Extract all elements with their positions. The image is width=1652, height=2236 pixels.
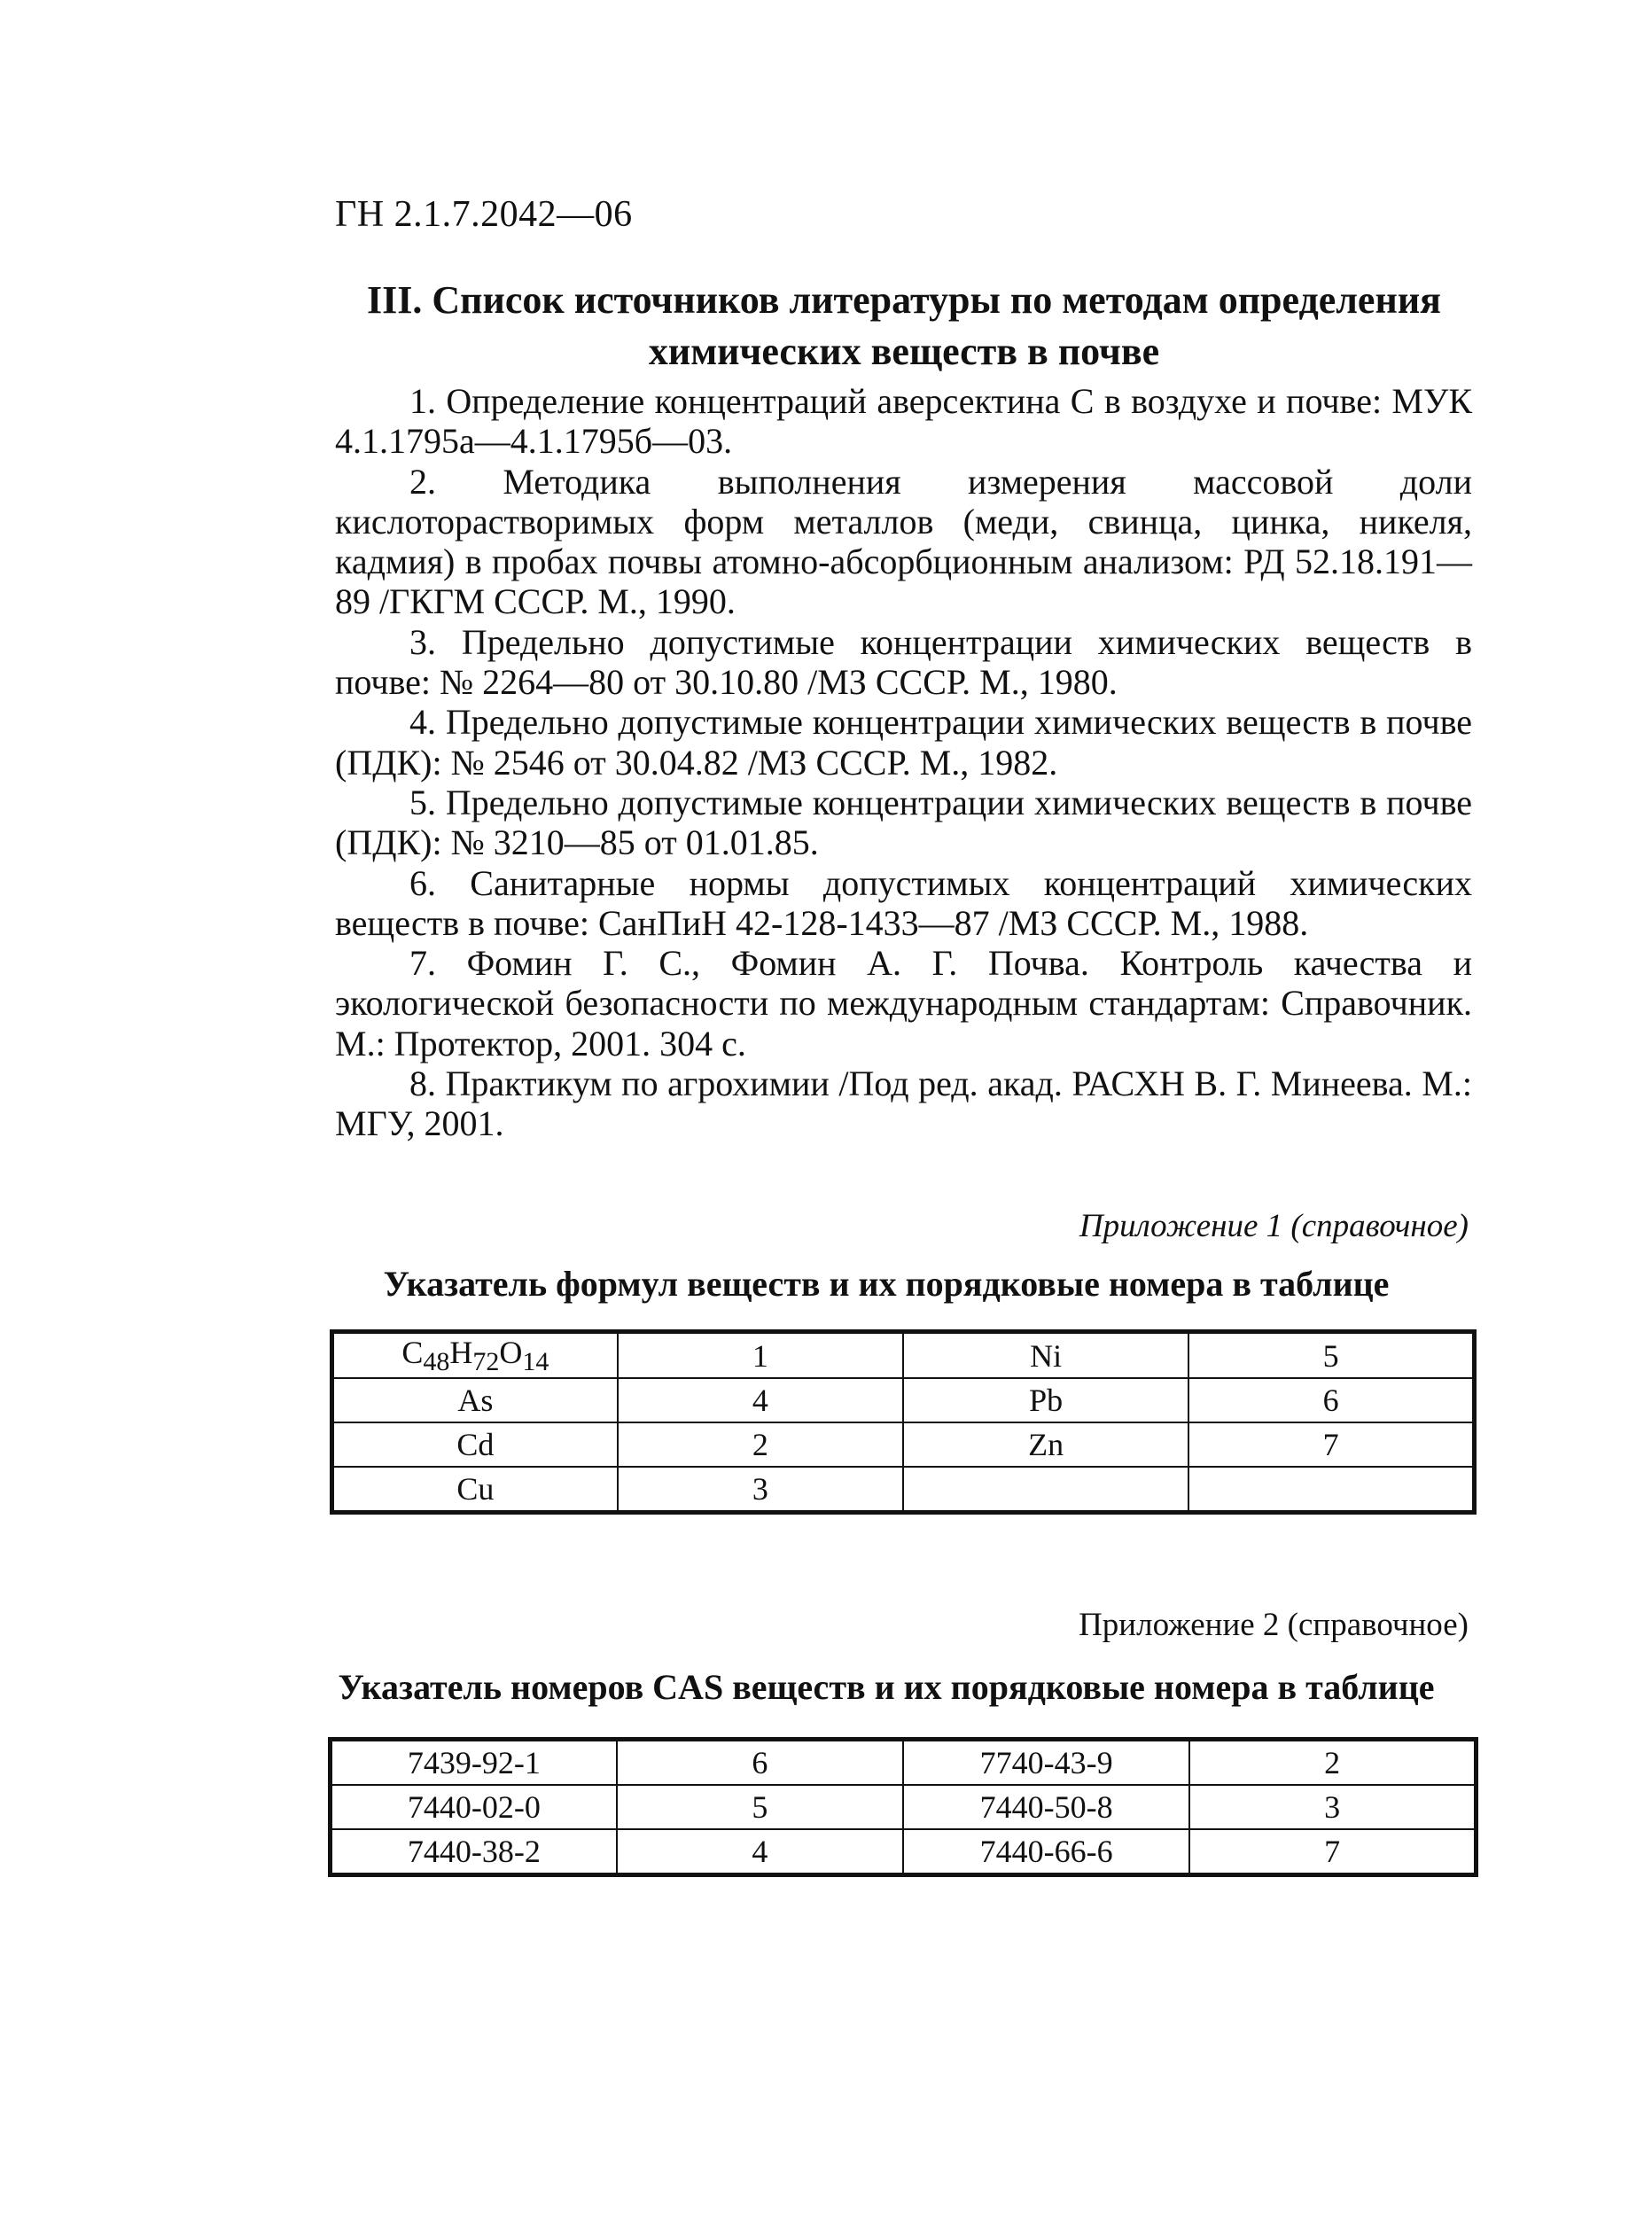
table-cell: 4 [618, 1378, 903, 1422]
table-cell: 7440-38-2 [331, 1829, 617, 1875]
formula-index-table [330, 1329, 1477, 1515]
table-cell: 7 [1188, 1422, 1474, 1467]
table-cell: 7440-02-0 [331, 1785, 617, 1829]
document-code: ГН 2.1.7.2042—06 [335, 194, 633, 235]
reference-item: 5. Предельно допустимые концентрации химических веществ в почве (ПДК): № 3210—85 от 01.01.85. [335, 782, 1472, 863]
reference-item: 2. Методика выполнения измерения массовой доли кислоторастворимых форм металлов (меди, свинца, цинка, никеля, кадмия) в пробах почвы атомно-абсорбционным анализом: РД 52.18.191—89 /ГКГМ СССР. М., 1990. [335, 461, 1472, 622]
table-row [331, 1740, 1477, 1786]
table-cell: 5 [1188, 1332, 1474, 1379]
table-cell: 7440-50-8 [903, 1785, 1189, 1829]
table-row [331, 1829, 1477, 1875]
reference-item: 8. Практикум по агрохимии /Под ред. акад. РАСХН В. Г. Минеева. М.: МГУ, 2001. [335, 1063, 1472, 1144]
table-row [332, 1332, 1475, 1379]
formula-cell: $C_{48}H_{72}O_{14}$ [332, 1332, 618, 1379]
table-cell: 2 [1189, 1740, 1476, 1786]
table-cell: Zn [903, 1422, 1188, 1467]
table-cell [1188, 1467, 1474, 1513]
table-cell: 3 [1189, 1785, 1476, 1829]
table-cell: 4 [617, 1829, 903, 1875]
table-row [332, 1422, 1475, 1467]
table-cell: Cu [332, 1467, 618, 1513]
reference-item: 4. Предельно допустимые концентрации химических веществ в почве (ПДК): № 2546 от 30.04.82 /МЗ СССР. М., 1982. [335, 702, 1472, 783]
appendix-2-label: Приложение 2 (справочное) [1079, 1607, 1469, 1643]
appendix-2-title: Указатель номеров CAS веществ и их порядковые номера в таблице [338, 1667, 1435, 1707]
table-cell: 7 [1189, 1829, 1476, 1875]
table-cell: 6 [617, 1740, 903, 1786]
appendix-1-title: Указатель формул веществ и их порядковые номера в таблице [383, 1264, 1390, 1304]
reference-item: 1. Определение концентраций аверсектина С в воздухе и почве: МУК 4.1.1795а—4.1.1795б—03. [335, 381, 1472, 462]
table-cell: Cd [332, 1422, 618, 1467]
table-cell [903, 1467, 1188, 1513]
table-cell: 5 [617, 1785, 903, 1829]
table-row [331, 1785, 1477, 1829]
table-cell: 7740-43-9 [903, 1740, 1189, 1786]
section-title-line-1: III. Список источников литературы по методам определения [367, 278, 1441, 322]
table-row [332, 1467, 1475, 1513]
appendix-1-label: Приложение 1 (справочное) [1079, 1208, 1469, 1244]
table-cell: 3 [618, 1467, 903, 1513]
table-cell: Ni [903, 1332, 1188, 1379]
table-cell: 7440-66-6 [903, 1829, 1189, 1875]
section-title [328, 275, 1480, 378]
table-cell: Pb [903, 1378, 1188, 1422]
table-cell: As [332, 1378, 618, 1422]
reference-item: 6. Санитарные нормы допустимых концентраций химических веществ в почве: СанПиН 42-128-1433—87 /МЗ СССР. М., 1988. [335, 862, 1472, 943]
table-row [332, 1378, 1475, 1422]
reference-item: 7. Фомин Г. С., Фомин А. Г. Почва. Контроль качества и экологической безопасности по международным стандартам: Справочник. М.: Протектор, 2001. 304 с. [335, 943, 1472, 1063]
table-cell: 2 [618, 1422, 903, 1467]
table-cell: 1 [618, 1332, 903, 1379]
section-title-line-2: химических веществ в почве [648, 330, 1160, 373]
reference-list [335, 381, 1472, 1144]
reference-item: 3. Предельно допустимые концентрации химических веществ в почве: № 2264—80 от 30.10.80 /МЗ СССР. М., 1980. [335, 621, 1472, 703]
cas-index-table [328, 1737, 1478, 1877]
table-cell: 6 [1188, 1378, 1474, 1422]
table-cell: 7439-92-1 [331, 1740, 617, 1786]
